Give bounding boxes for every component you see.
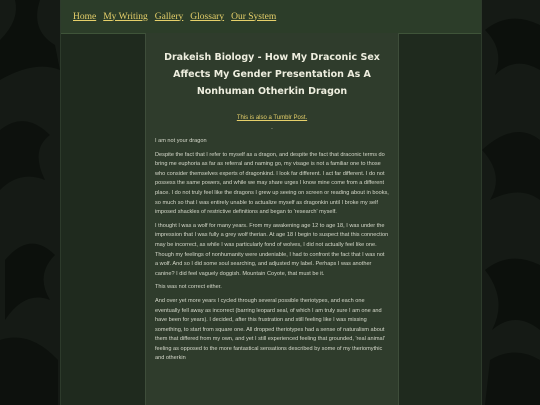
tumblr-post-link[interactable]: This is also a Tumblr Post. bbox=[236, 115, 308, 121]
page-wrapper bbox=[60, 0, 482, 405]
paragraph: Despite the fact that I refer to myself as a dragon, and despite the fact that draconic terms do bring me euphoria as far as referral and naming go, my visage is not a familiar one to those who consider themselves experts of dragonkind. I look far different. I act far different. I do not possess the same powers, and while we may share urges I know mine come from a different place. I do not truly feel like the dragons I grew up seeing on screen or reading about in books, so much so that I was entirely unable to actualize myself as dragonkin until I broke my self imposed shackles of restrictive definitions and began to 'research' myself. bbox=[155, 151, 389, 216]
article-title: Drakeish Biology - How My Draconic Sex Affects My Gender Presentation As A Nonhuman Otherkin Dragon bbox=[164, 52, 380, 97]
paragraph: I thought I was a wolf for many years. From my awakening age 12 to age 18, I was under the impression that I was fully a grey wolf therian. At age 18 I begin to suspect that this connection may be incorrect, as while I was particularly fond of wolves, I did not actually feel like one. Though my feelings of nonhumanity were undeniable, I had to confront the fact that I was not a wolf. And so I did some soul searching, and adjusted my label. Perhaps I was another canine? I did feel vaguely doggish. Mountain Coyote, that must be it. bbox=[155, 222, 389, 277]
paragraph: I am not your dragon bbox=[155, 138, 207, 144]
article-content bbox=[145, 33, 399, 405]
paragraph: And over yet more years I cycled through several possible theriotypes, and each one eventually fell away as incorrect (barring leopard seal, of which I am truly sure I am one and have been for years). I decided, after this frustration and still feeling like I was missing something, to start from square one. All dropped theriotypes had a sense of naturalism about them that differed from my own, and yet I still experienced feeling that grounded, 'real animal' feeling as opposed to the more fantastical sensations described by some of my theriomythic and otherkin bbox=[155, 297, 385, 362]
top-navigation bbox=[61, 0, 481, 34]
nav-my-writing[interactable]: My Writing bbox=[103, 11, 148, 22]
nav-home[interactable]: Home bbox=[73, 11, 97, 22]
nav-gallery[interactable]: Gallery bbox=[154, 11, 184, 22]
separator: . bbox=[271, 124, 273, 131]
paragraph: This was not correct either. bbox=[155, 284, 222, 291]
nav-our-system[interactable]: Our System bbox=[231, 11, 277, 22]
article-body bbox=[146, 137, 398, 364]
tumblr-link-row bbox=[146, 115, 398, 121]
nav-glossary[interactable]: Glossary bbox=[190, 11, 225, 22]
